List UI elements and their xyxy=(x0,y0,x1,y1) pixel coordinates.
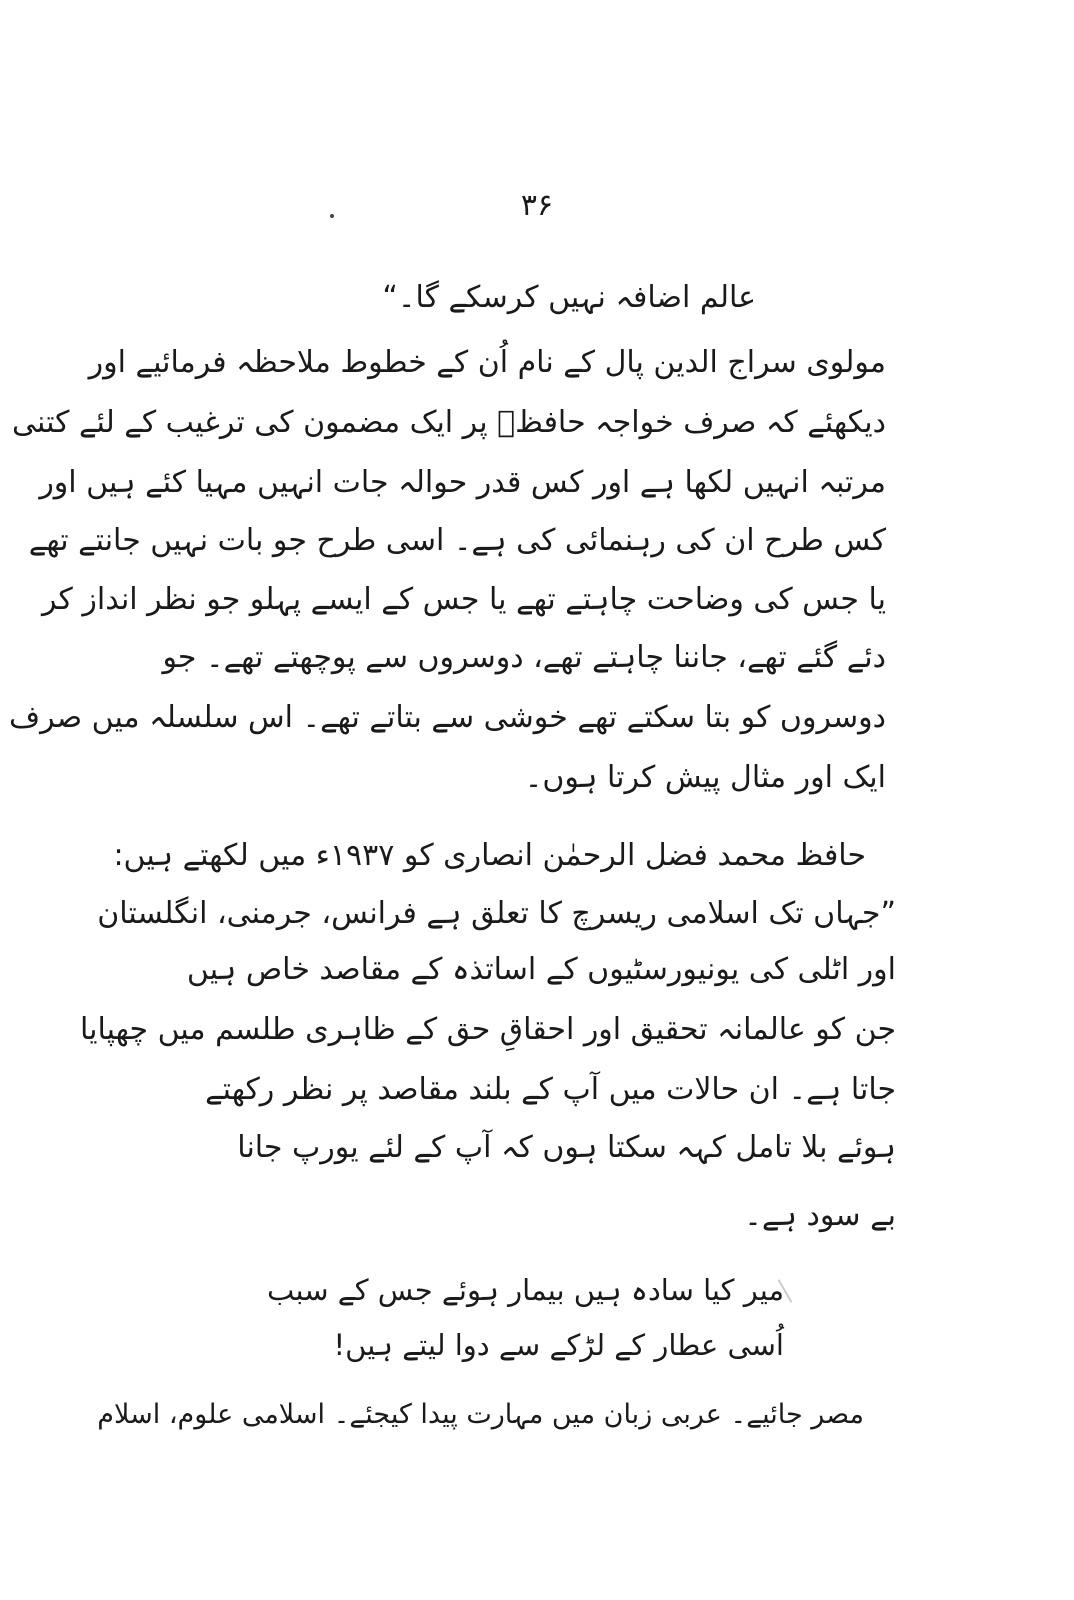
text-line: ”جہاں تک اسلامی ریسرچ کا تعلق ہے فرانس، جرمنی، انگلستان xyxy=(97,896,896,931)
text-line: دوسروں کو بتا سکتے تھے خوشی سے بتاتے تھے۔ اس سلسلہ میں صرف xyxy=(9,700,886,735)
paragraph-one xyxy=(9,278,886,818)
text-line: دیکھئے کہ صرف خواجہ حافظؒ پر ایک مضمون کی ترغیب کے لئے کتنی xyxy=(12,405,886,440)
text-line: مولوی سراج الدین پال کے نام اُن کے خطوط ملاحظہ فرمائیے اور xyxy=(88,345,886,380)
text-line: مصر جائیے۔ عربی زبان میں مہارت پیدا کیجئے۔ اسلامی علوم، اسلام xyxy=(97,1399,864,1430)
text-line: کس طرح ان کی رہنمائی کی ہے۔ اسی طرح جو بات نہیں جانتے تھے xyxy=(28,523,886,558)
page-number: ۳۶ xyxy=(520,188,554,223)
text-line: مرتبہ انہیں لکھا ہے اور کس قدر حوالہ جات انہیں مہیا کئے ہیں اور xyxy=(39,465,886,500)
continuation-line xyxy=(97,1395,864,1445)
text-line: ایک اور مثال پیش کرتا ہوں۔ xyxy=(524,760,886,795)
text-line: ہوئے بلا تامل کہہ سکتا ہوں کہ آپ کے لئے یورپ جانا xyxy=(237,1130,896,1165)
poetry-couplet xyxy=(264,1270,784,1400)
text-line: اور اٹلی کی یونیورسٹیوں کے اساتذہ کے مقاصد خاص ہیں xyxy=(186,952,896,987)
text-line: حافظ محمد فضل الرحمٰن انصاری کو ۱۹۳۷ء میں لکھتے ہیں: xyxy=(113,838,866,873)
verse-line: میر کیا سادہ ہیں بیمار ہوئے جس کے سبب xyxy=(267,1273,784,1307)
text-line: جن کو عالمانہ تحقیق اور احقاقِ حق کے ظاہری طلسم میں چھپایا xyxy=(79,1012,896,1047)
text-line: دئے گئے تھے، جاننا چاہتے تھے، دوسروں سے پوچھتے تھے۔ جو xyxy=(162,640,886,675)
text-line: جاتا ہے۔ ان حالات میں آپ کے بلند مقاصد پر نظر رکھتے xyxy=(205,1072,896,1107)
verse-line: اُسی عطار کے لڑکے سے دوا لیتے ہیں! xyxy=(333,1328,784,1362)
text-line: بے سود ہے۔ xyxy=(744,1198,896,1233)
text-line: عالم اضافہ نہیں کرسکے گا۔“ xyxy=(382,280,756,315)
paragraph-two xyxy=(79,836,896,1246)
text-line: یا جس کی وضاحت چاہتے تھے یا جس کے ایسے پہلو جو نظر انداز کر xyxy=(42,582,886,617)
ink-speck xyxy=(330,214,334,218)
